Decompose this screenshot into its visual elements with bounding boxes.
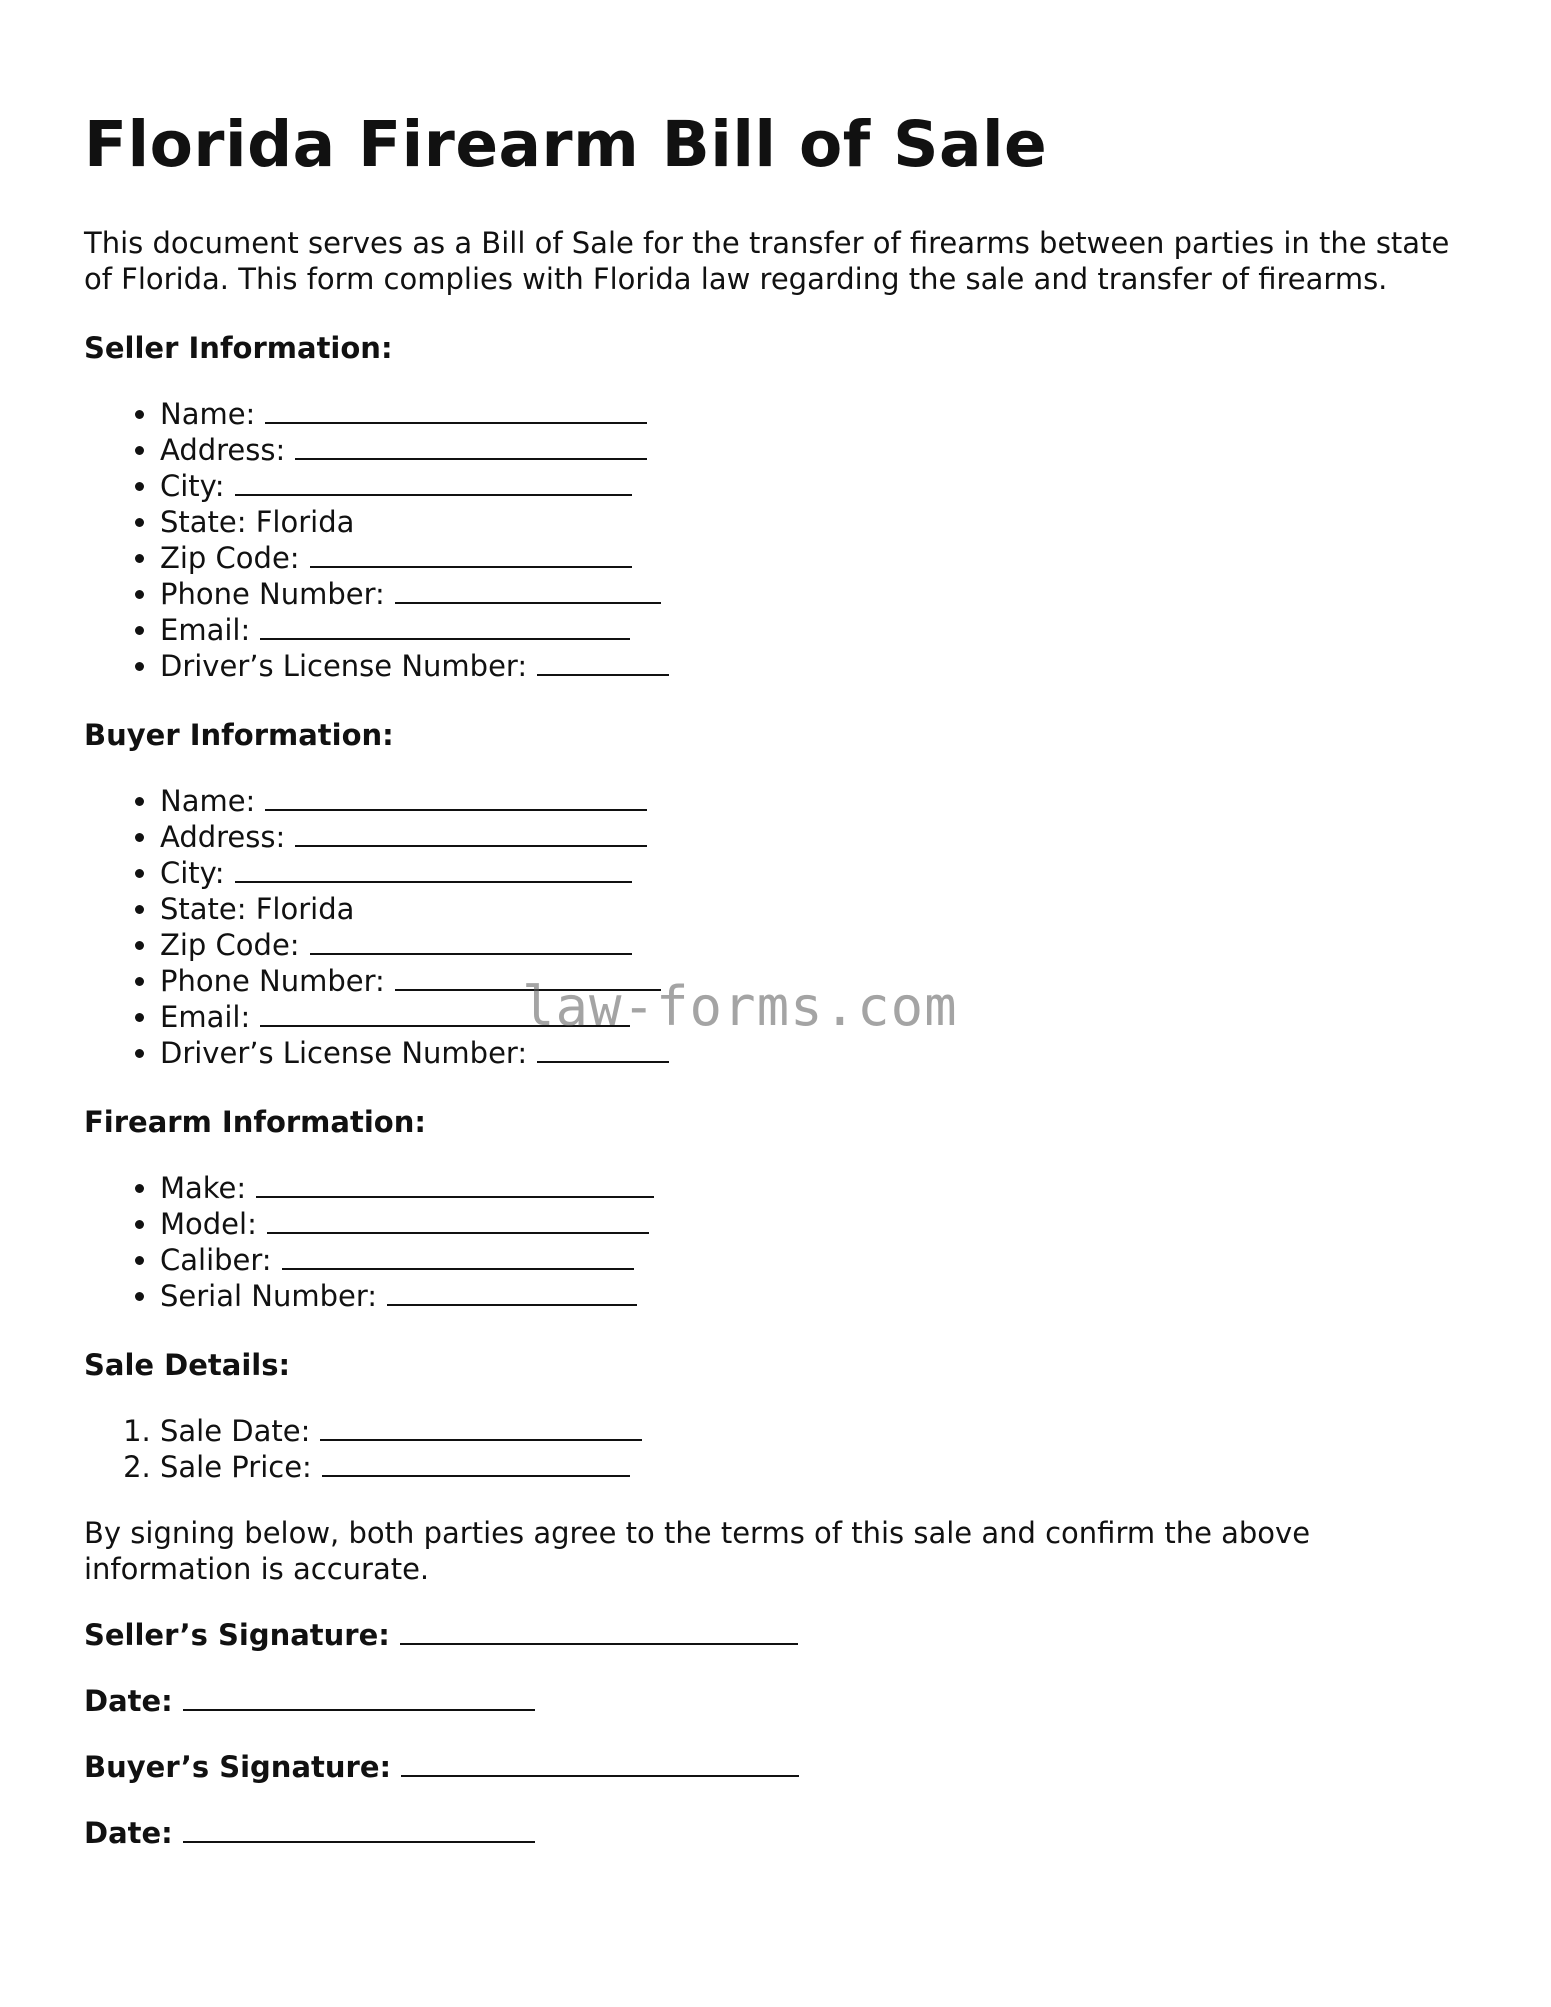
seller-info-list [84, 396, 1464, 684]
list-item [160, 783, 1464, 819]
buyer-date-row [84, 1815, 1464, 1851]
list-item [160, 1449, 1464, 1485]
list-item [160, 612, 1464, 648]
seller-email-field[interactable] [260, 612, 630, 640]
list-item [160, 855, 1464, 891]
seller-city-label: City: [160, 469, 225, 503]
sale-price-field[interactable] [322, 1449, 630, 1477]
buyer-license-field[interactable] [537, 1035, 669, 1063]
list-item [160, 432, 1464, 468]
sale-details-list [84, 1413, 1464, 1485]
firearm-model-field[interactable] [267, 1206, 649, 1234]
sale-date-field[interactable] [320, 1413, 642, 1441]
seller-phone-field[interactable] [395, 576, 661, 604]
buyer-email-label: Email: [160, 1000, 251, 1034]
list-item [160, 927, 1464, 963]
seller-signature-label: Seller’s Signature: [84, 1618, 390, 1652]
buyer-signature-field[interactable] [401, 1749, 799, 1777]
seller-date-label: Date: [84, 1684, 173, 1718]
sale-price-label: Sale Price: [160, 1450, 312, 1484]
seller-section-heading: Seller Information: [84, 331, 393, 365]
seller-license-label: Driver’s License Number: [160, 649, 528, 683]
seller-signature-field[interactable] [400, 1617, 798, 1645]
seller-license-field[interactable] [537, 648, 669, 676]
buyer-name-field[interactable] [265, 783, 647, 811]
seller-date-row [84, 1683, 1464, 1719]
document-title: Florida Firearm Bill of Sale [84, 108, 1048, 181]
buyer-name-label: Name: [160, 784, 256, 818]
buyer-date-field[interactable] [183, 1815, 535, 1843]
buyer-city-field[interactable] [235, 855, 632, 883]
list-item [160, 576, 1464, 612]
seller-email-label: Email: [160, 613, 251, 647]
seller-address-label: Address: [160, 433, 286, 467]
seller-address-field[interactable] [295, 432, 647, 460]
firearm-caliber-field[interactable] [282, 1242, 634, 1270]
firearm-serial-label: Serial Number: [160, 1279, 378, 1313]
list-item [160, 1413, 1464, 1449]
buyer-city-label: City: [160, 856, 225, 890]
seller-date-field[interactable] [183, 1683, 535, 1711]
list-item [160, 1170, 1464, 1206]
list-item [160, 1278, 1464, 1314]
list-item [160, 468, 1464, 504]
buyer-zip-label: Zip Code: [160, 928, 300, 962]
firearm-serial-field[interactable] [387, 1278, 637, 1306]
list-item [160, 891, 1464, 927]
sale-date-label: Sale Date: [160, 1414, 311, 1448]
firearm-info-list [84, 1170, 1464, 1314]
list-item [160, 540, 1464, 576]
seller-zip-field[interactable] [310, 540, 632, 568]
seller-phone-label: Phone Number: [160, 577, 385, 611]
buyer-signature-row [84, 1749, 1464, 1785]
firearm-caliber-label: Caliber: [160, 1243, 272, 1277]
firearm-make-label: Make: [160, 1171, 247, 1205]
seller-city-field[interactable] [235, 468, 632, 496]
buyer-license-label: Driver’s License Number: [160, 1036, 528, 1070]
firearm-make-field[interactable] [256, 1170, 654, 1198]
buyer-address-field[interactable] [295, 819, 647, 847]
buyer-date-label: Date: [84, 1816, 173, 1850]
buyer-zip-field[interactable] [310, 927, 632, 955]
list-item [160, 396, 1464, 432]
seller-signature-row [84, 1617, 1464, 1653]
buyer-state-text: State: Florida [160, 892, 355, 926]
intro-paragraph: This document serves as a Bill of Sale for the transfer of firearms between parties in the state of Florida. This form complies with Florida law regarding the sale and transfer of firearms. [84, 226, 1450, 296]
confirmation-paragraph: By signing below, both parties agree to the terms of this sale and confirm the above information is accurate. [84, 1516, 1311, 1586]
seller-name-label: Name: [160, 397, 256, 431]
buyer-signature-label: Buyer’s Signature: [84, 1750, 392, 1784]
list-item [160, 1242, 1464, 1278]
buyer-address-label: Address: [160, 820, 286, 854]
list-item [160, 1206, 1464, 1242]
sale-section-heading: Sale Details: [84, 1348, 291, 1382]
seller-state-text: State: Florida [160, 505, 355, 539]
seller-name-field[interactable] [265, 396, 647, 424]
list-item [160, 819, 1464, 855]
buyer-section-heading: Buyer Information: [84, 718, 394, 752]
list-item [160, 1035, 1464, 1071]
firearm-model-label: Model: [160, 1207, 257, 1241]
firearm-section-heading: Firearm Information: [84, 1105, 426, 1139]
seller-zip-label: Zip Code: [160, 541, 300, 575]
buyer-phone-label: Phone Number: [160, 964, 385, 998]
list-item [160, 504, 1464, 540]
watermark-text: law-forms.com [522, 975, 958, 1038]
list-item [160, 648, 1464, 684]
